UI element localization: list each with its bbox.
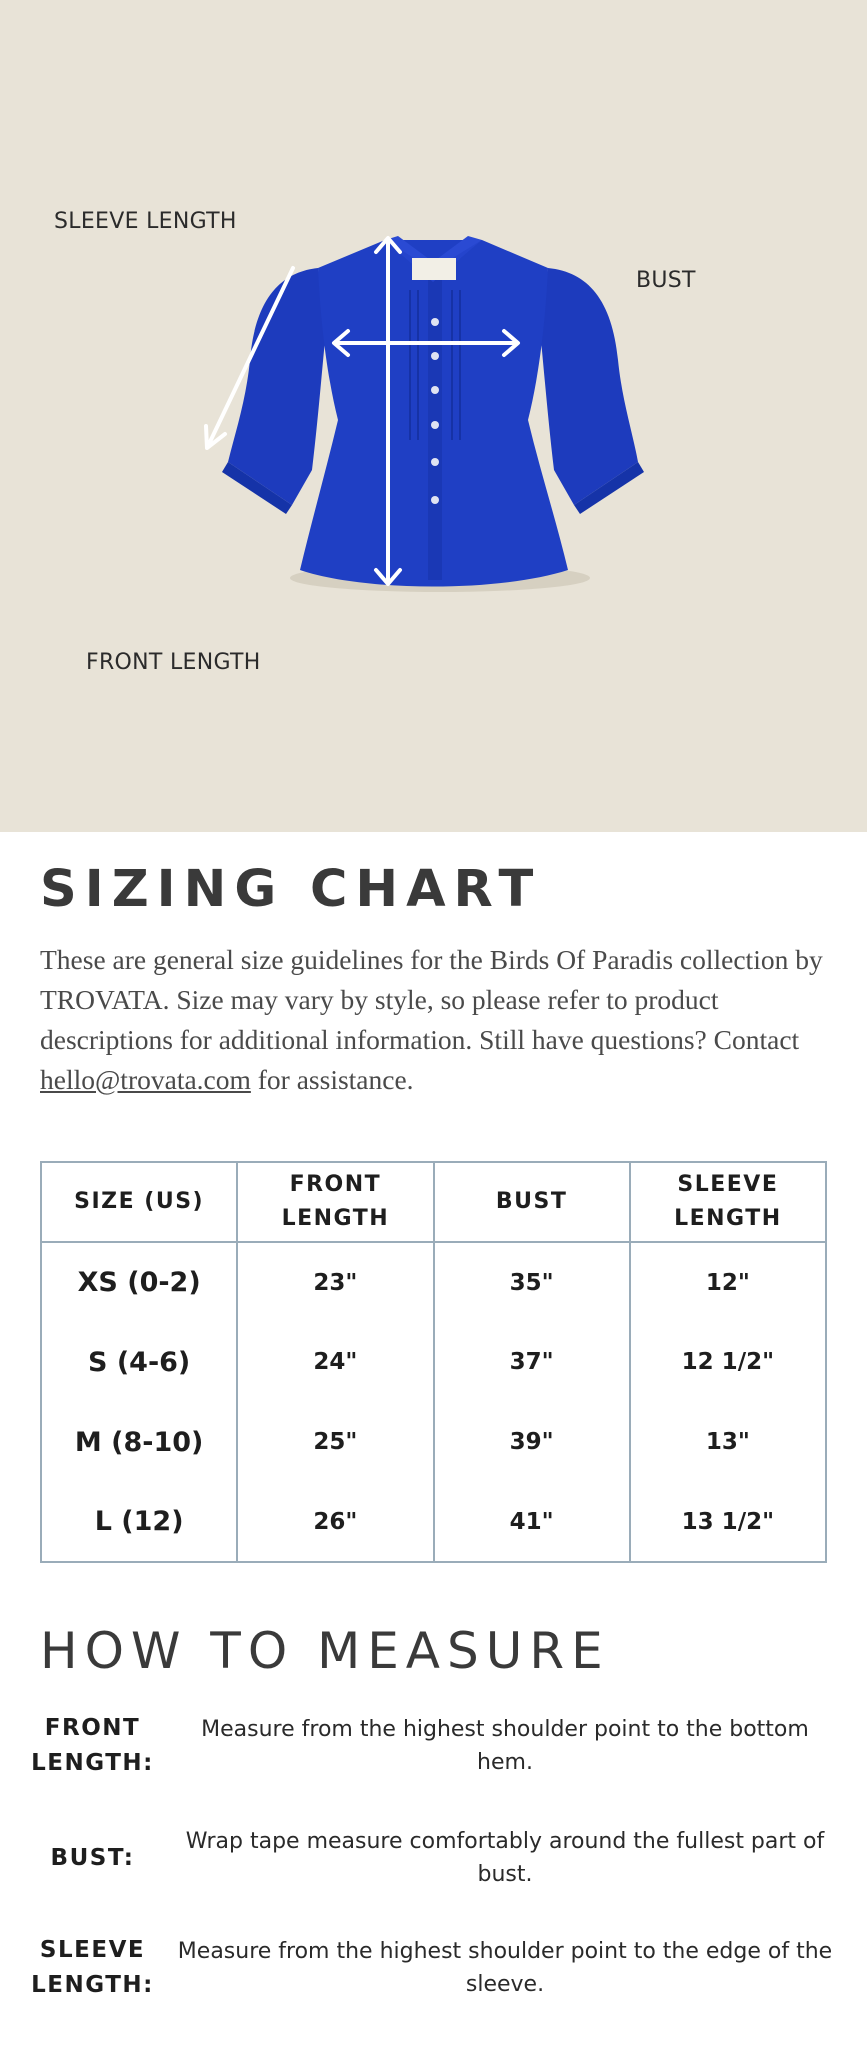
sleeve-length-cell: 12" [630, 1242, 826, 1322]
front-length-cell: 24" [237, 1322, 433, 1402]
sizing-table [40, 1161, 827, 1563]
bust-cell: 41" [434, 1482, 630, 1562]
measure-item-front-length [30, 1706, 840, 1786]
blouse-diagram [0, 0, 867, 832]
measure-term: SLEEVE LENGTH: [31, 1937, 154, 1998]
header-bust: BUST [434, 1162, 630, 1242]
front-length-cell: 23" [237, 1242, 433, 1322]
size-cell: S (4-6) [87, 1346, 191, 1378]
front-length-label: FRONT LENGTH [86, 650, 261, 675]
measure-item-bust [30, 1818, 840, 1898]
intro-text: These are general size guidelines for the Birds Of Paradis collection by TROVATA. Size may vary by style, so please refer to product descriptions for additional information. Still have questions? Contact [40, 944, 823, 1055]
product-hero [0, 0, 867, 832]
header-front-length: FRONT LENGTH [237, 1162, 433, 1242]
size-cell: XS (0-2) [77, 1267, 201, 1298]
measure-item-sleeve-length [30, 1928, 840, 2008]
sizing-chart-title: SIZING CHART [40, 860, 542, 919]
bust-label: BUST [636, 268, 696, 293]
measure-description: Measure from the highest shoulder point to the bottom hem. [201, 1717, 809, 1775]
sleeve-length-label: SLEEVE LENGTH [54, 209, 237, 234]
table-header-row [41, 1162, 826, 1242]
contact-email-link[interactable]: hello@trovata.com [40, 1064, 251, 1095]
table-row [41, 1482, 826, 1562]
size-cell: L (12) [94, 1506, 184, 1537]
measure-description: Wrap tape measure comfortably around the fullest part of bust. [185, 1829, 825, 1887]
front-length-cell: 25" [237, 1402, 433, 1482]
table-row [41, 1242, 826, 1322]
sleeve-length-cell: 12 1/2" [630, 1322, 826, 1402]
table-row [41, 1322, 826, 1402]
measure-term: BUST: [50, 1844, 135, 1871]
size-cell: M (8-10) [74, 1426, 204, 1458]
sleeve-length-cell: 13 1/2" [630, 1482, 826, 1562]
front-length-cell: 26" [237, 1482, 433, 1562]
measure-description: Measure from the highest shoulder point to the edge of the sleeve. [177, 1939, 833, 1997]
table-row [41, 1402, 826, 1482]
sizing-intro [40, 940, 840, 1100]
bust-cell: 39" [434, 1402, 630, 1482]
sleeve-length-cell: 13" [630, 1402, 826, 1482]
header-size: SIZE (US) [41, 1162, 237, 1242]
how-to-measure-title: HOW TO MEASURE [40, 1622, 610, 1680]
intro-suffix: for assistance. [250, 1064, 414, 1095]
header-sleeve-length: SLEEVE LENGTH [630, 1162, 826, 1242]
bust-cell: 37" [434, 1322, 630, 1402]
measure-term: FRONT LENGTH: [31, 1715, 154, 1776]
bust-cell: 35" [434, 1242, 630, 1322]
